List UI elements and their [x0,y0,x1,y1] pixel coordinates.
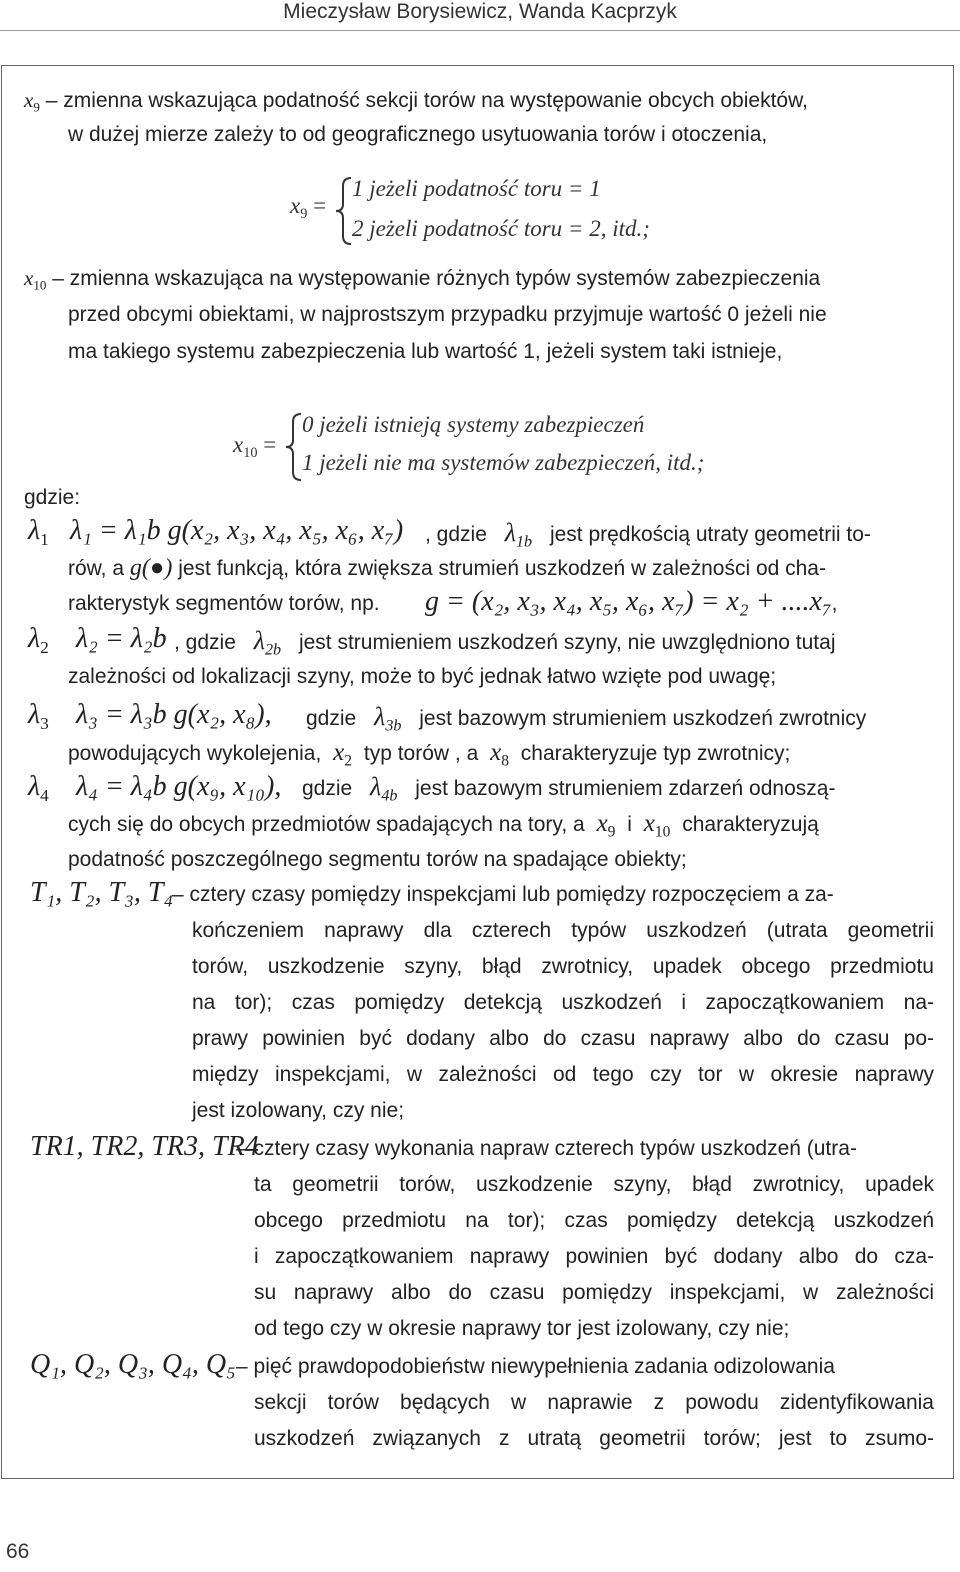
lambda4-line2: cych się do obcych przedmiotów spadających na tory, a $x_9$ i $x_{10}$ charakteryzują [68,810,819,841]
x9-definition-line2: w dużej mierze zależy to od geograficznego usytuowania torów i otoczenia, [68,123,768,146]
TR-symbols: TR1, TR2, TR3, TR4 [30,1131,259,1162]
g-dot-function: g(●) [129,555,173,581]
header-rule [0,30,960,31]
T-line-6: jest izolowany, czy nie; [192,1099,405,1122]
lambda1-line3: rakterystyk segmentów torów, np. [68,592,380,615]
lambda1-text: , gdzie $\lambda_{1b}$ jest prędkością utraty geometrii to- [425,518,871,551]
x10-case-1: 0 jeżeli istnieją systemy zabezpieczeń [302,412,645,437]
T-line-4: prawy powinien być dodany albo do czasu naprawy albo do czasu po- [192,1027,934,1050]
lambda1-line2: rów, a g(●) jest funkcją, która zwiększa strumień uszkodzeń w zależności od cha- [68,555,826,581]
T-line-3: na tor); czas pomiędzy detekcją uszkodzeń i zapoczątkowaniem na- [192,991,934,1014]
x9-case-1: 1 jeżeli podatność toru = 1 [352,176,601,201]
T-line-5: między inspekcjami, w zależności od tego czy tor w okresie naprawy [192,1063,934,1086]
page-number: 66 [6,1540,30,1563]
T-symbols: T₁, T₂, T₃, T₄ [30,877,174,908]
lambda2b-symbol: $\lambda_{2b}$ [253,626,282,659]
lambda1-formula: λ₁ = λ₁b g(x₂, x₃, x₄, x₅, x₆, x₇) [70,515,404,546]
lambda1b-symbol: $\lambda_{1b}$ [504,518,533,551]
g-example-formula: g = (x₂, x₃, x₄, x₅, x₆, x₇) = x₂ + ....x₇, [425,586,838,617]
T-line-0: – cztery czasy pomiędzy inspekcjami lub pomiędzy rozpoczęciem a za- [172,883,834,906]
lambda4-line3: podatność poszczególnego segmentu torów na spadające obiekty; [68,848,687,871]
T-line-1: kończeniem naprawy dla czterech typów uszkodzeń (utrata geometrii [192,919,934,942]
x9-ref-symbol: $x_9$ [596,810,616,841]
x9-case-2: 2 jeżeli podatność toru = 2, itd.; [352,216,650,241]
lambda4-text: gdzie $\lambda_{4b}$ jest bazowym strumieniem zdarzeń odnoszą- [302,772,836,805]
x9-symbol: $x_9$ [24,88,40,115]
x10-case-2: 1 jeżeli nie ma systemów zabezpieczeń, itd.; [302,450,705,475]
lambda4-symbol: $\lambda_4$ [28,771,49,806]
TR-line-5: od tego czy w okresie naprawy tor jest izolowany, czy nie; [254,1317,790,1340]
lambda2-line2: zależności od lokalizacji szyny, może to być jednak łatwo wzięte pod uwagę; [68,665,777,688]
x10-ref-symbol: $x_{10}$ [643,810,671,841]
lambda2-symbol: $\lambda_2$ [28,623,49,658]
lambda4-formula: λ₄ = λ₄b g(x₉, x₁₀), [76,771,282,802]
x9-definition-line1: $x_9$ – zmienna wskazująca podatność sekcji torów na występowanie obcych obiektów, [24,88,808,115]
TR-line-3: i zapoczątkowaniem naprawy powinien być dodany albo do cza- [254,1245,934,1268]
gdzie-label: gdzie: [24,486,81,509]
x8-symbol: $x_8$ [490,739,509,770]
x10-case-lhs: $x_{10}$ = [233,432,277,461]
TR-line-2: obcego przedmiotu na tor); czas pomiędzy detekcją uszkodzeń [254,1209,934,1232]
lambda3-text: gdzie $\lambda_{3b}$ jest bazowym strumieniem uszkodzeń zwrotnicy [306,702,867,735]
x10-symbol: $x_{10}$ [24,266,47,293]
TR-line-0: – cztery czasy wykonania napraw czterech typów uszkodzeń (utra- [236,1137,857,1160]
x10-definition-line2: przed obcymi obiektami, w najprostszym przypadku przyjmuje wartość 0 jeżeli nie [68,303,827,326]
lambda2-text: , gdzie $\lambda_{2b}$ jest strumieniem uszkodzeń szyny, nie uwzględniono tutaj [174,626,836,659]
lambda3-line2: powodujących wykolejenia, $x_2$ typ torów , a $x_8$ charakteryzuje typ zwrotnicy; [68,739,791,770]
running-header: Mieczysław Borysiewicz, Wanda Kacprzyk [283,0,677,23]
lambda3-formula: λ₃ = λ₃b g(x₂, x₈), [76,699,272,730]
x10-definition-line3: ma takiego systemu zabezpieczenia lub wartość 1, jeżeli system taki istnieje, [68,340,783,363]
T-line-2: torów, uszkodzenie szyny, błąd zwrotnicy, upadek obcego przedmiotu [192,955,934,978]
Q-line-1: sekcji torów będących w naprawie z powodu zidentyfikowania [254,1391,934,1414]
x10-definition-line1: $x_{10}$ – zmienna wskazująca na występowanie różnych typów systemów zabezpieczenia [24,266,821,293]
lambda3-symbol: $\lambda_3$ [28,699,49,734]
lambda4b-symbol: $\lambda_{4b}$ [370,772,398,805]
lambda3b-symbol: $\lambda_{3b}$ [374,702,402,735]
Q-line-0: – pięć prawdopodobieństw niewypełnienia zadania odizolowania [236,1355,835,1378]
x9-case-lhs: $x_9$ = [290,193,327,222]
Q-symbols: Q₁, Q₂, Q₃, Q₄, Q₅ [30,1349,236,1380]
lambda1-symbol: $\lambda_1$ [28,515,49,550]
lambda2-formula: λ₂ = λ₂b [76,623,167,654]
x2-symbol: $x_2$ [333,739,353,770]
TR-line-4: su naprawy albo do czasu pomiędzy inspekcjami, w zależności [254,1281,934,1304]
Q-line-2: uszkodzeń związanych z utratą geometrii torów; jest to zsumo- [254,1427,934,1450]
TR-line-1: ta geometrii torów, uszkodzenie szyny, błąd zwrotnicy, upadek [254,1173,934,1196]
